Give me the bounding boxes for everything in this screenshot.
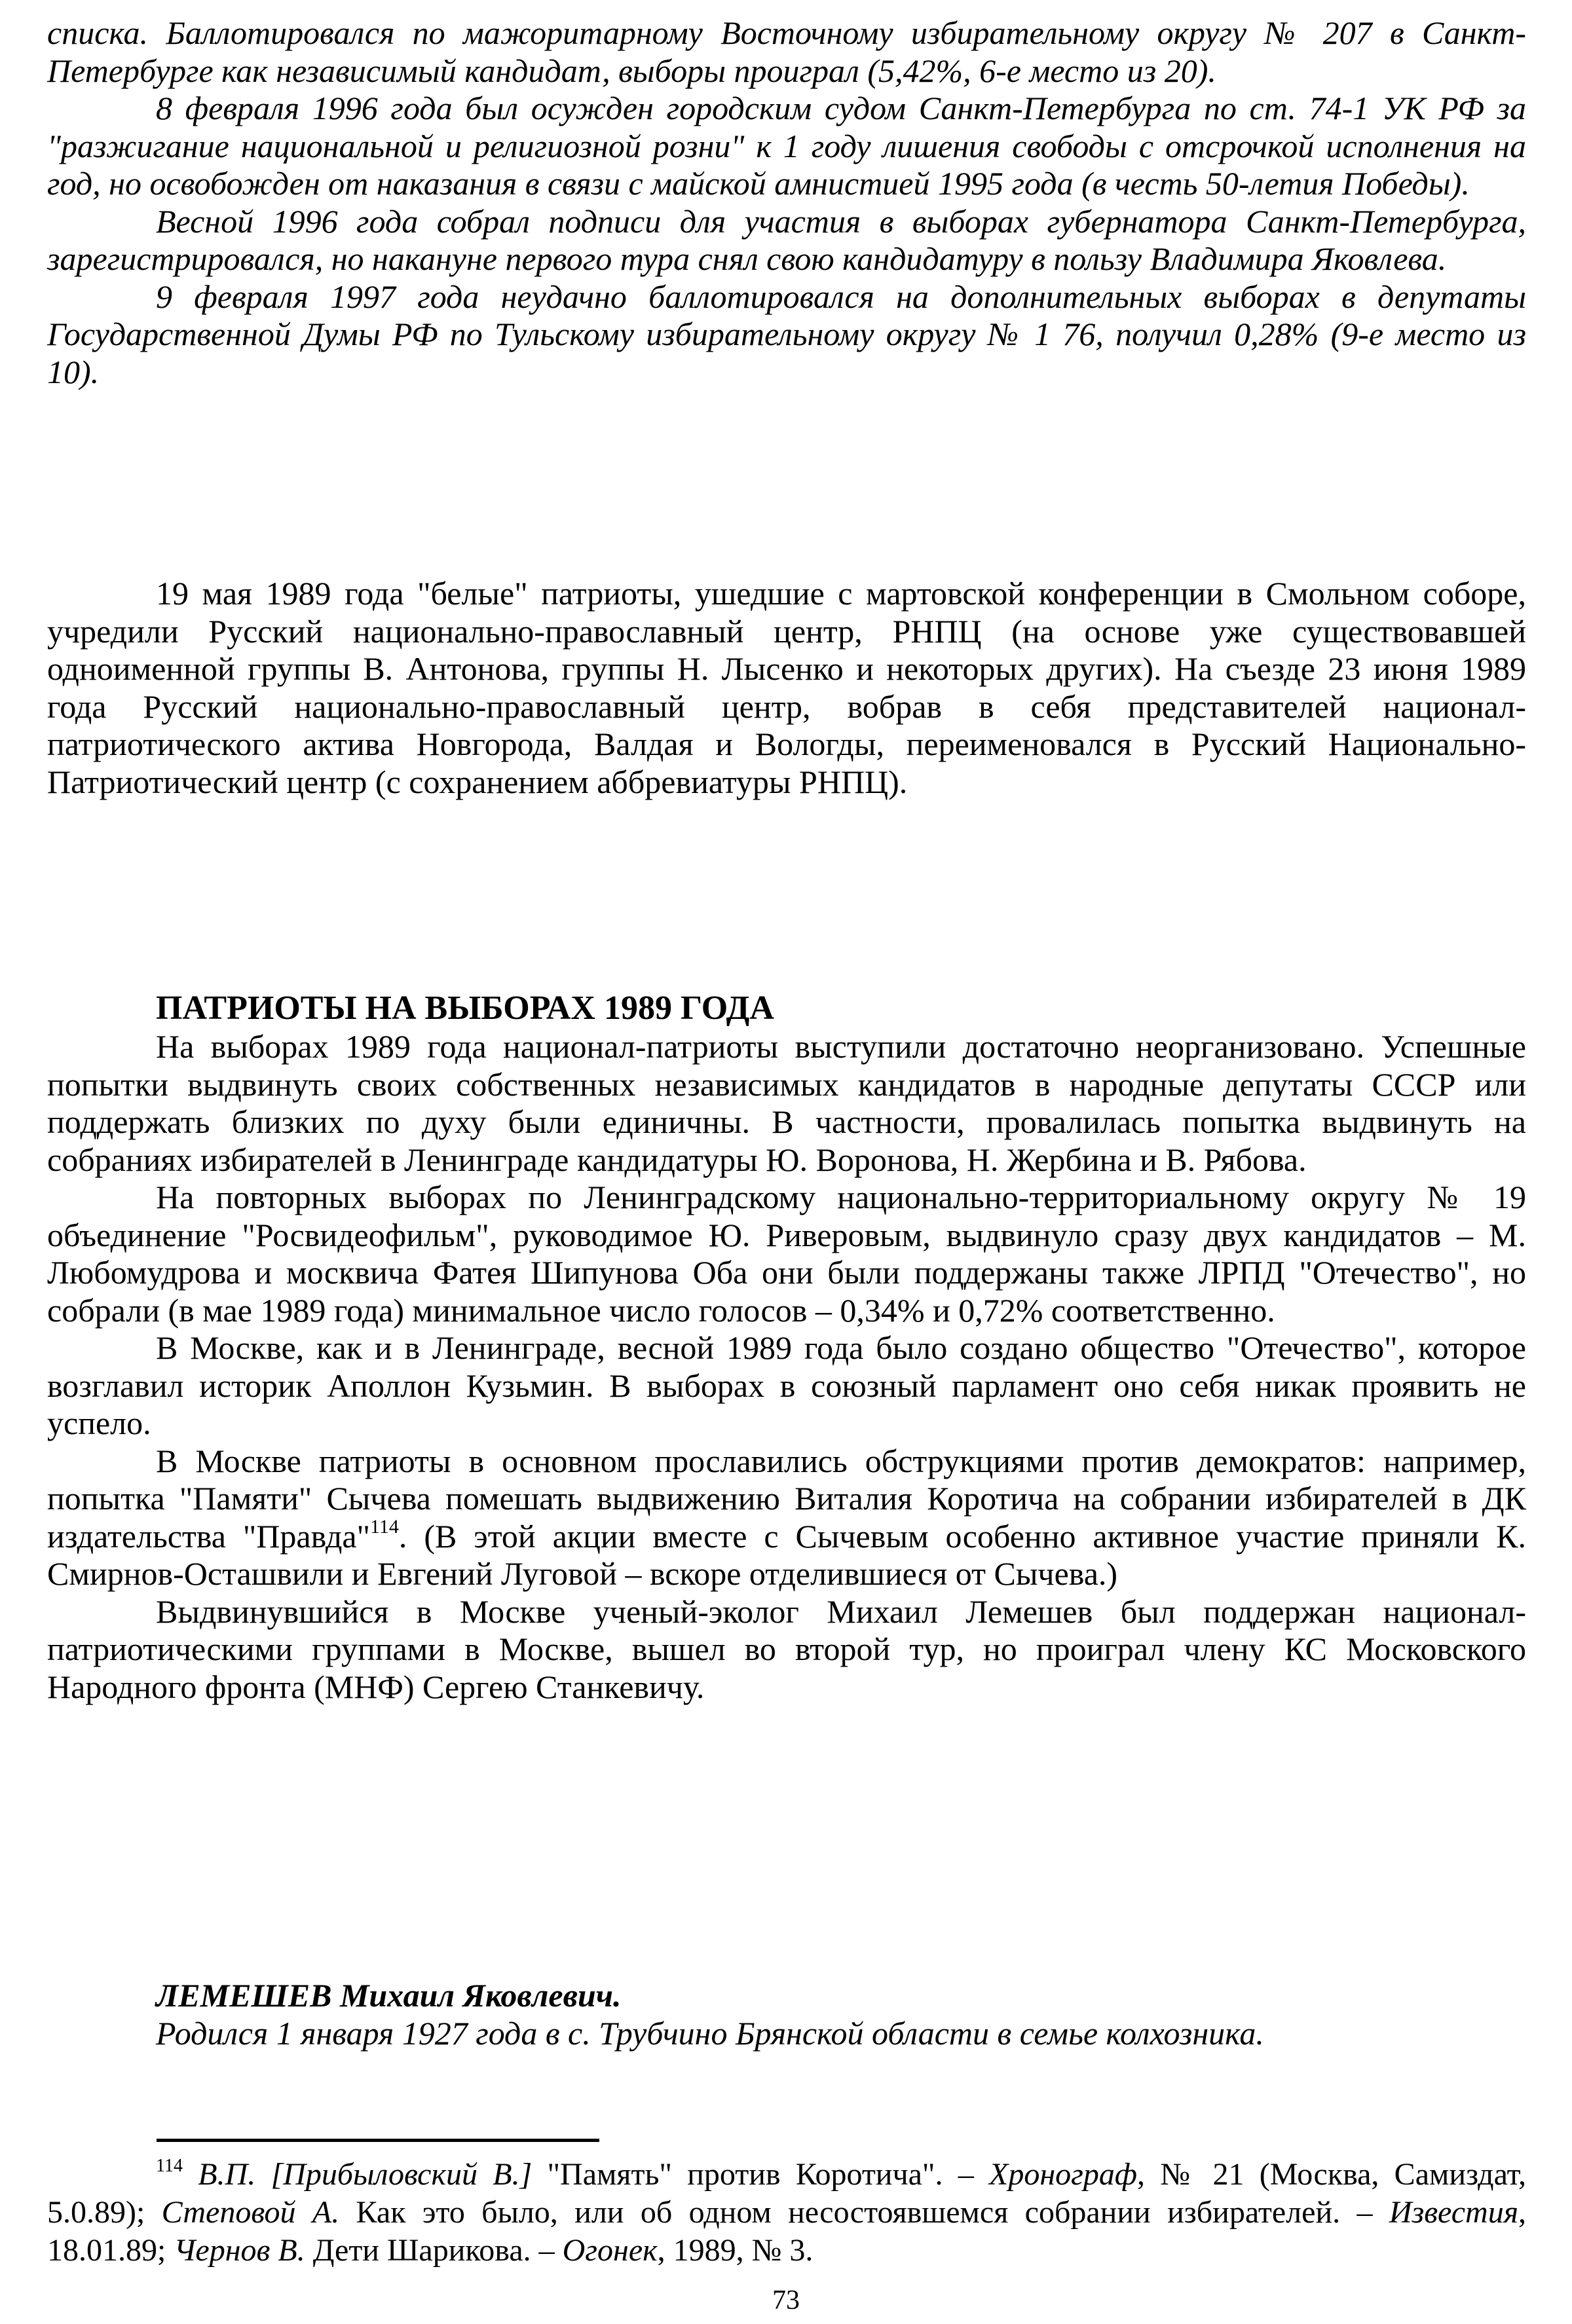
footnote-source: Известия [1389, 2195, 1519, 2230]
body-paragraph: В Москве, как и в Ленинграде, весной 1989 года было создано общество "Отечество", которое возглавил историк Аполлон Кузьмин. В выборах в союзный парламент оно себя никак проявить не успело. [47, 1329, 1526, 1441]
footnote-text: Как это было, или об одном несостоявшемся собрании избирателей. – [339, 2195, 1389, 2230]
footnote-author: Чернов В. [174, 2233, 305, 2268]
paragraph-text: . (В этой акции вместе с Сычевым особенно активное участие приняли К. Смирнов-Осташвили и Евгений Луговой – вскоре отделившиеся от Сычева.) [47, 1517, 1526, 1592]
body-paragraph [47, 1443, 1526, 1593]
footnote-source: Хронограф [989, 2157, 1137, 2192]
body-paragraph: На повторных выборах по Ленинградскому национально-территориальному округу № 19 объединение "Росвидеофильм", руководимое Ю. Риверовым, выдвинуло сразу двух кандидатов – М. Любомудрова и москвича Фатея Шипунова Оба они были поддержаны также ЛРПД "Отечество", но собрали (в мае 1989 года) минимальное число голосов – 0,34% и 0,72% соответственно. [47, 1179, 1526, 1329]
body-paragraph: На выборах 1989 года национал-патриоты выступили достаточно неорганизовано. Успешные попытки выдвинуть своих собственных независимых кандидатов в народные депутаты СССР или поддержать близких по духу были единичны. В частности, провалилась попытка выдвинуть на собраниях избирателей в Ленинграде кандидатуры Ю. Воронова, Н. Жербина и В. Рябова. [47, 1028, 1526, 1178]
bio-paragraph: списка. Баллотировался по мажоритарному Восточному избирательному округу № 207 в Санкт-Петербурге как независимый кандидат, выборы проиграл (5,42%, 6-е место из 20). [47, 14, 1526, 89]
bio-name: ЛЕМЕШЕВ Михаил Яковлевич. [156, 1977, 622, 2014]
bio-born: Родился 1 января 1927 года в с. Трубчино Брянской области в семье колхозника. [156, 2015, 1264, 2052]
bio-paragraph: 8 февраля 1996 года был осужден городским судом Санкт-Петербурга по ст. 74-1 УК РФ за "разжигание национальной и религиозной розни" к 1 году лишения свободы с отсрочкой исполнения на год, но освобожден от наказания в связи с майской амнистией 1995 года (в честь 50-летия Победы). [47, 90, 1526, 202]
footnote-text: "Память" против Коротича". – [532, 2157, 990, 2192]
footnote-author: Степовой А. [161, 2195, 340, 2230]
lemeshev-bio [47, 1976, 1526, 2052]
footnote-text: , 1989, № 3. [657, 2233, 814, 2268]
footnotes [47, 2156, 1526, 2270]
section-heading: ПАТРИОТЫ НА ВЫБОРАХ 1989 ГОДА [156, 989, 774, 1027]
footnote-reference[interactable]: 114 [369, 1515, 399, 1538]
footnote-number: 114 [156, 2156, 183, 2176]
footnote-114 [47, 2156, 1526, 2270]
body-paragraph: Выдвинувшийся в Москве ученый-эколог Михаил Лемешев был поддержан национал-патриотическими группами в Москве, вышел во второй тур, но проиграл члену КС Московского Народного фронта (МНФ) Сергею Станкевичу. [47, 1593, 1526, 1705]
footnote-separator [157, 2139, 599, 2142]
bio-paragraph: Весной 1996 года собрал подписи для участия в выборах губернатора Санкт-Петербурга, зарегистрировался, но накануне первого тура снял свою кандидатуру в пользу Владимира Яковлева. [47, 202, 1526, 277]
italic-bio-continuation [47, 14, 1526, 391]
paragraph-text: В Москве патриоты в основном прославились обструкциями против демократов: например, попытка "Памяти" Сычева помешать выдвижению Виталия Коротича на собрании избирателей в ДК издательства "Правда" [47, 1442, 1526, 1555]
footnote-text: , 18.01.89; [47, 2195, 1527, 2268]
page-number: 73 [772, 2285, 800, 2315]
elections-1989-section [47, 989, 1526, 1706]
footnote-author: В.П. [Прибыловский В.] [198, 2157, 533, 2192]
footnote-source: Огонек [562, 2233, 658, 2268]
rnpc-section [47, 575, 1526, 801]
bio-paragraph: 9 февраля 1997 года неудачно баллотировался на дополнительных выборах в депутаты Государственной Думы РФ по Тульскому избирательному округу № 1 76, получил 0,28% (9-е место из 10). [47, 278, 1526, 390]
body-paragraph: 19 мая 1989 года "белые" патриоты, ушедшие с мартовской конференции в Смольном соборе, учредили Русский национально-православный центр, РНПЦ (на основе уже существовавшей одноименной группы В. Антонова, группы Н. Лысенко и некоторых других). На съезде 23 июня 1989 года Русский национально-православный центр, вобрав в себя представителей национал-патриотического актива Новгорода, Валдая и Вологды, переименовался в Русский Национально-Патриотический центр (с сохранением аббревиатуры РНПЦ). [47, 575, 1526, 800]
footnote-text: Дети Шарикова. – [305, 2233, 563, 2268]
footnote-text: , № 21 (Москва, Самиздат, 5.0.89); [47, 2157, 1527, 2230]
